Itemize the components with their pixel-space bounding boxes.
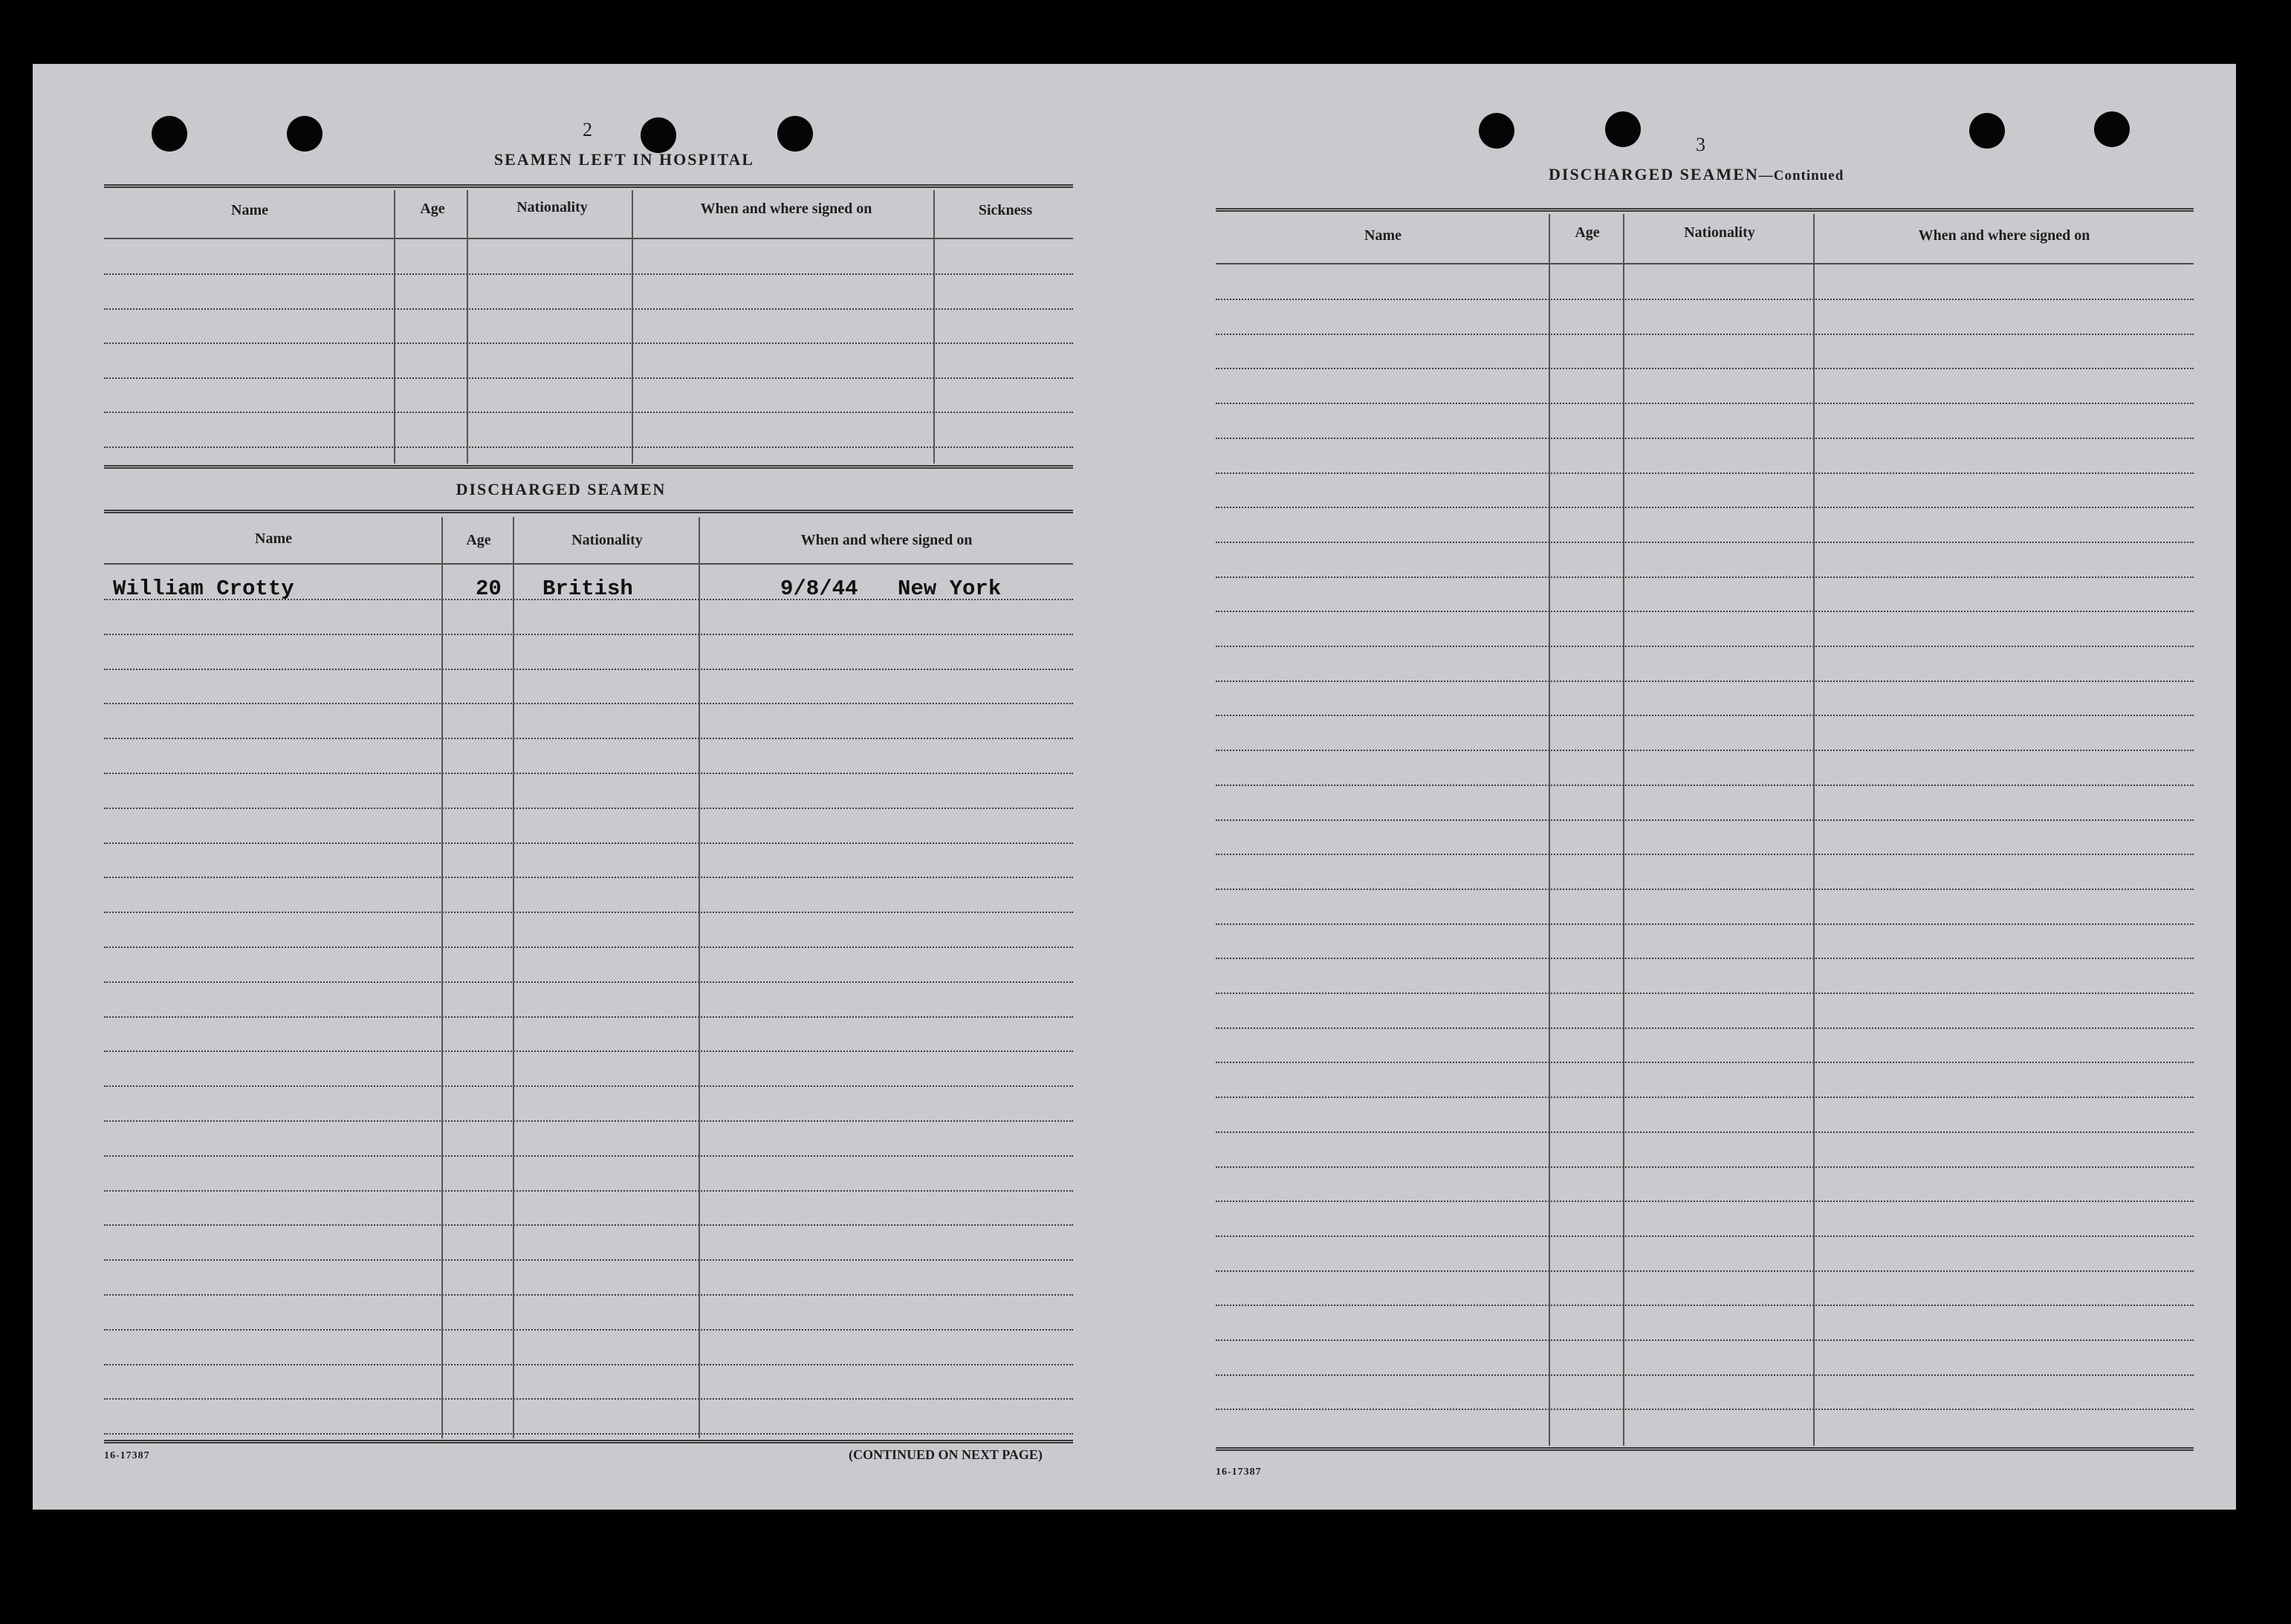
ruled-line [1216, 750, 2194, 751]
discharged-table-bottom-rule [104, 1440, 1073, 1443]
right-col-divider [1813, 214, 1815, 1446]
right-col-divider [1623, 214, 1624, 1446]
ruled-line [1216, 681, 2194, 682]
ruled-line [104, 1085, 1073, 1087]
ruled-line [104, 1050, 1073, 1052]
ruled-line [104, 981, 1073, 983]
ruled-line [1216, 958, 2194, 959]
hospital-col-name: Name [231, 202, 268, 218]
ruled-line [104, 1155, 1073, 1157]
discharged-row-nationality: British [542, 576, 633, 601]
hospital-col-nationality: Nationality [516, 199, 588, 215]
discharged-col-divider [513, 517, 514, 1438]
hospital-table-top-rule [104, 184, 1073, 188]
ruled-line [104, 1016, 1073, 1018]
ruled-line [1216, 1062, 2194, 1063]
discharged-col-age: Age [466, 532, 491, 548]
ruled-line [1216, 472, 2194, 474]
ruled-line [1216, 576, 2194, 578]
ruled-line [104, 669, 1073, 670]
ruled-line [104, 446, 1073, 448]
form-number-left: 16-17387 [104, 1450, 150, 1461]
right-title-suffix: —Continued [1758, 168, 1844, 183]
hospital-col-age: Age [420, 201, 445, 217]
ruled-line [1216, 993, 2194, 994]
hospital-section-title: SEAMEN LEFT IN HOSPITAL [493, 150, 755, 169]
discharged-row-name: William Crotty [113, 576, 294, 601]
ruled-line [104, 1294, 1073, 1296]
discharged-row-date: 9/8/44 [780, 576, 858, 601]
punch-hole [641, 117, 676, 153]
right-col-name: Name [1364, 227, 1402, 244]
discharged-col-signed-on: When and where signed on [800, 532, 973, 548]
ruled-line [1216, 1409, 2194, 1410]
ruled-line [104, 912, 1073, 913]
punch-hole [1605, 111, 1641, 147]
discharged-header-rule [104, 563, 1073, 565]
ruled-line [104, 1433, 1073, 1435]
continued-note: (CONTINUED ON NEXT PAGE) [849, 1447, 1043, 1462]
ruled-line [104, 273, 1073, 275]
discharged-table-top-rule [104, 510, 1073, 513]
punch-hole [1479, 113, 1514, 149]
hospital-col-divider [933, 190, 935, 464]
hospital-col-divider [632, 190, 633, 464]
ruled-line [1216, 923, 2194, 925]
ruled-line [104, 738, 1073, 739]
ruled-line [104, 946, 1073, 948]
ruled-line [104, 412, 1073, 413]
ruled-line [1216, 438, 2194, 439]
ruled-line [1216, 889, 2194, 890]
ruled-line [104, 773, 1073, 774]
ruled-line [1216, 1339, 2194, 1341]
ruled-line [1216, 368, 2194, 369]
ruled-line [104, 634, 1073, 635]
ruled-line [1216, 715, 2194, 716]
ruled-line [104, 842, 1073, 844]
discharged-row-age: 20 [476, 576, 502, 601]
ruled-line [104, 1224, 1073, 1226]
ruled-line [104, 877, 1073, 878]
ruled-line [1216, 854, 2194, 855]
right-table-bottom-rule [1216, 1447, 2194, 1451]
punch-hole [2094, 111, 2130, 147]
ruled-line [1216, 1270, 2194, 1272]
ruled-line [1216, 611, 2194, 612]
ruled-line [104, 1190, 1073, 1192]
ruled-line [104, 377, 1073, 379]
hospital-col-sickness: Sickness [978, 202, 1033, 218]
discharged-col-nationality: Nationality [571, 532, 643, 548]
ruled-line [1216, 334, 2194, 335]
ruled-line [1216, 785, 2194, 786]
right-header-rule [1216, 263, 2194, 264]
ruled-line [1216, 819, 2194, 821]
ruled-line [104, 1120, 1073, 1122]
right-section-title [1549, 165, 1844, 184]
right-table-top-rule [1216, 208, 2194, 212]
hospital-col-signed-on: When and where signed on [700, 201, 872, 217]
hospital-col-divider [467, 190, 468, 464]
ruled-line [104, 342, 1073, 344]
discharged-row-place: New York [898, 576, 1002, 601]
ruled-line [104, 308, 1073, 310]
punch-hole [152, 116, 187, 152]
ruled-line [104, 808, 1073, 809]
ruled-line [1216, 1201, 2194, 1202]
right-col-signed-on: When and where signed on [1918, 227, 2090, 244]
ruled-line [104, 1329, 1073, 1331]
ruled-line [1216, 1097, 2194, 1098]
hospital-table-bottom-rule [104, 465, 1073, 469]
ruled-line [1216, 1305, 2194, 1306]
hospital-col-divider [394, 190, 395, 464]
ruled-line [1216, 1166, 2194, 1168]
ruled-line [1216, 1235, 2194, 1237]
ruled-line [1216, 403, 2194, 404]
ruled-line [104, 703, 1073, 704]
discharged-col-divider [441, 517, 443, 1438]
discharged-section-title: DISCHARGED SEAMEN [456, 480, 667, 498]
form-number-right: 16-17387 [1216, 1467, 1262, 1478]
right-col-nationality: Nationality [1684, 224, 1755, 241]
ruled-line [1216, 1374, 2194, 1376]
ruled-line [1216, 1027, 2194, 1029]
ruled-line [1216, 646, 2194, 647]
ruled-line [1216, 1131, 2194, 1133]
discharged-col-name: Name [255, 530, 292, 547]
right-title-main: DISCHARGED SEAMEN [1549, 165, 1759, 183]
punch-hole [287, 116, 323, 152]
ruled-line [104, 1364, 1073, 1365]
ruled-line [104, 1398, 1073, 1400]
page-number-right: 3 [1696, 134, 1705, 155]
page-number-left: 2 [583, 119, 592, 140]
ruled-line [1216, 299, 2194, 300]
ruled-line [104, 1259, 1073, 1261]
ruled-line [1216, 542, 2194, 543]
hospital-header-rule [104, 238, 1073, 239]
right-col-age: Age [1575, 224, 1600, 241]
punch-hole [777, 116, 813, 152]
right-col-divider [1549, 214, 1550, 1446]
document-sheet [33, 64, 2236, 1510]
punch-hole [1969, 113, 2005, 149]
ruled-line [1216, 507, 2194, 508]
discharged-col-divider [699, 517, 700, 1438]
